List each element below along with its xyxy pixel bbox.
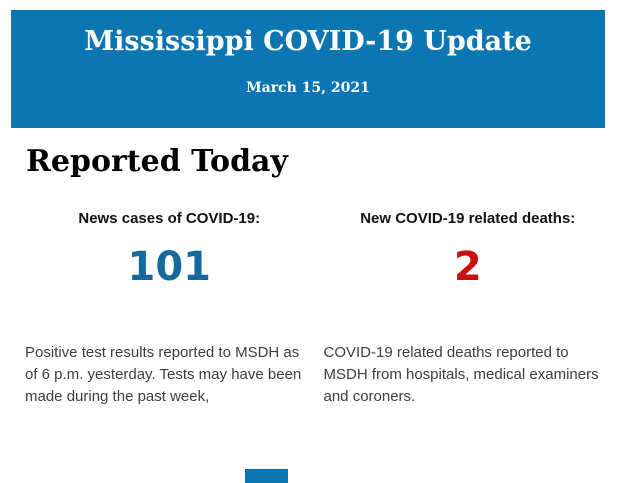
new-cases-label: News cases of COVID-19: — [78, 210, 261, 227]
section-heading: Reported Today — [26, 144, 288, 179]
new-cases-stat — [25, 210, 314, 408]
new-deaths-label: New COVID-19 related deaths: — [360, 210, 576, 227]
reported-today-section — [0, 128, 620, 408]
report-date: March 15, 2021 — [246, 80, 370, 97]
new-deaths-description: COVID-19 related deaths reported to MSDH from hospitals, medical examiners and coroners. — [323, 344, 599, 405]
new-cases-value: 101 — [127, 244, 211, 290]
new-deaths-stat — [324, 210, 613, 408]
stats-columns — [25, 210, 612, 408]
new-deaths-value: 2 — [453, 244, 482, 290]
page-title: Mississippi COVID-19 Update — [84, 26, 532, 57]
header-band — [11, 10, 605, 128]
next-section-band-sliver — [245, 469, 288, 483]
new-cases-description: Positive test results reported to MSDH as of 6 p.m. yesterday. Tests may have been made during the past week, — [25, 344, 302, 405]
